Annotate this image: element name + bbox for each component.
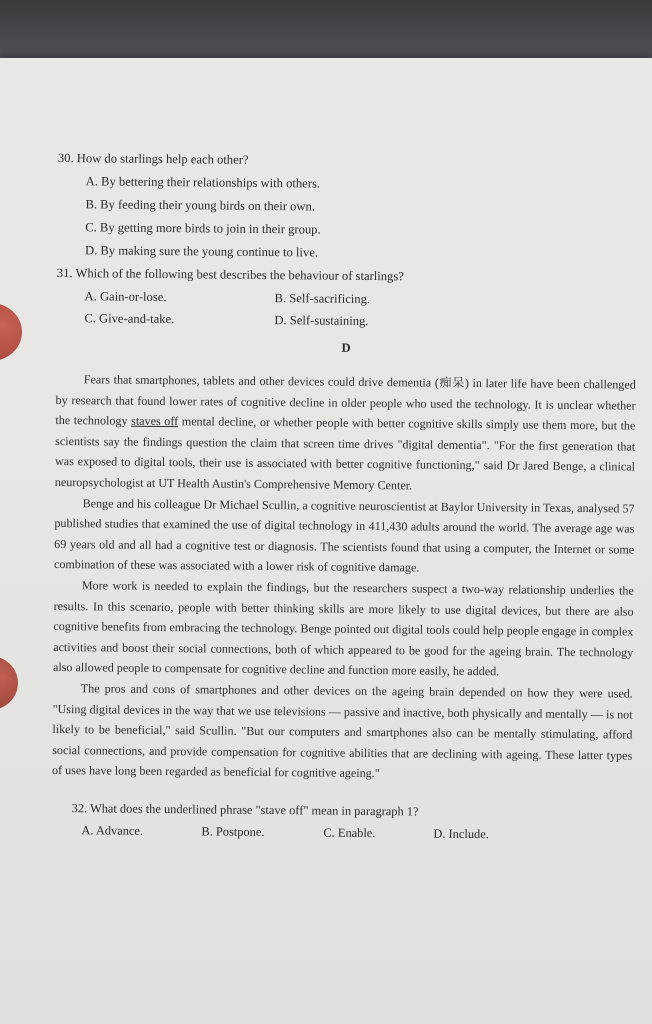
question-32 xyxy=(51,799,631,844)
option-a: A. By bettering their relationships with others. xyxy=(85,174,321,191)
option-b: B. By feeding their young birds on their own. xyxy=(85,197,316,214)
exam-page xyxy=(51,150,638,843)
section-letter: D xyxy=(341,340,351,355)
option-c: C. Give-and-take. xyxy=(84,311,175,327)
options-row xyxy=(85,288,637,309)
option-b: B. Self-sacrificing. xyxy=(274,291,371,307)
options-row xyxy=(84,310,636,331)
paragraph-text: mental decline, or whether people with better cognitive skills simply use them more, but the scientists say the findings question the claim that screen time drives "digital dementia". "For the first generation that was exposed to digital tools, their use is associated with better cognitive functioning," said Dr Jared Benge, a clinical neuropsychologist at UT Health Austin's Comprehensive Memory Center. xyxy=(54,414,636,493)
passage-paragraph-4: The pros and cons of smartphones and other devices on the ageing brain depended on how they were used. "Using digital devices in the way that we use televisions — passive and inactive, both physically and mentally — is not likely to be beneficial," said Scullin. "But our computers and smartphones also can be mentally stimulating, afford social connections, and provide compensation for cognitive abilities that are declining with ageing. These latter types of uses have long been regarded as beneficial for cognitive ageing." xyxy=(51,681,633,781)
question-stem: 30. How do starlings help each other? xyxy=(57,150,249,167)
question-31 xyxy=(56,265,637,332)
passage-paragraph-3: More work is needed to explain the findings, but the researchers suspect a two-way relationship underlies the results. In this scenario, people with better thinking skills are more likely to use digital devices, but there are also cognitive benefits from embracing the technology. Benge pointed out digital tools could help people engage in complex activities and boost their social connections, both of which appeared to be good for the ageing brain. The technology also allowed people to compensate for cognitive decline and function more easily, he added. xyxy=(52,578,634,679)
option-c: C. By getting more birds to join in their group. xyxy=(85,220,321,237)
option-a: A. Gain-or-lose. xyxy=(84,289,167,305)
option-d: D. Self-sustaining. xyxy=(274,313,369,328)
passage xyxy=(52,369,636,786)
finger xyxy=(0,303,22,361)
option-a: A. Advance. xyxy=(81,823,144,838)
paragraph-text: Fears that smartphones, tablets and other devices could drive dementia (痴呆) in later life have been challenged by research that found lower rates of cognitive decline in older people who used the technology. It is unclear whether the technology xyxy=(55,372,636,428)
option-c: C. Enable. xyxy=(323,825,376,840)
finger xyxy=(0,656,18,710)
underlined-phrase: staves off xyxy=(131,413,179,429)
question-30 xyxy=(57,150,638,264)
option-d: D. Include. xyxy=(433,826,489,842)
option-b: B. Postpone. xyxy=(201,824,265,839)
passage-paragraph-2: Benge and his colleague Dr Michael Scullin, a cognitive neuroscientist at Baylor University in Texas, analysed 57 published studies that examined the use of digital technology in 411,430 adults around the world. The average age was 69 years old and all had a cognitive test or diagnosis. The scientists found that using a computer, the Internet or some combination of these was associated with a lower risk of cognitive damage. xyxy=(53,495,635,575)
passage-paragraph-1 xyxy=(55,369,636,498)
option-d: D. By making sure the young continue to live. xyxy=(84,243,319,260)
question-stem: 31. Which of the following best describes the behaviour of starlings? xyxy=(56,265,404,284)
question-stem: 32. What does the underlined phrase "stave off" mean in paragraph 1? xyxy=(71,801,419,819)
